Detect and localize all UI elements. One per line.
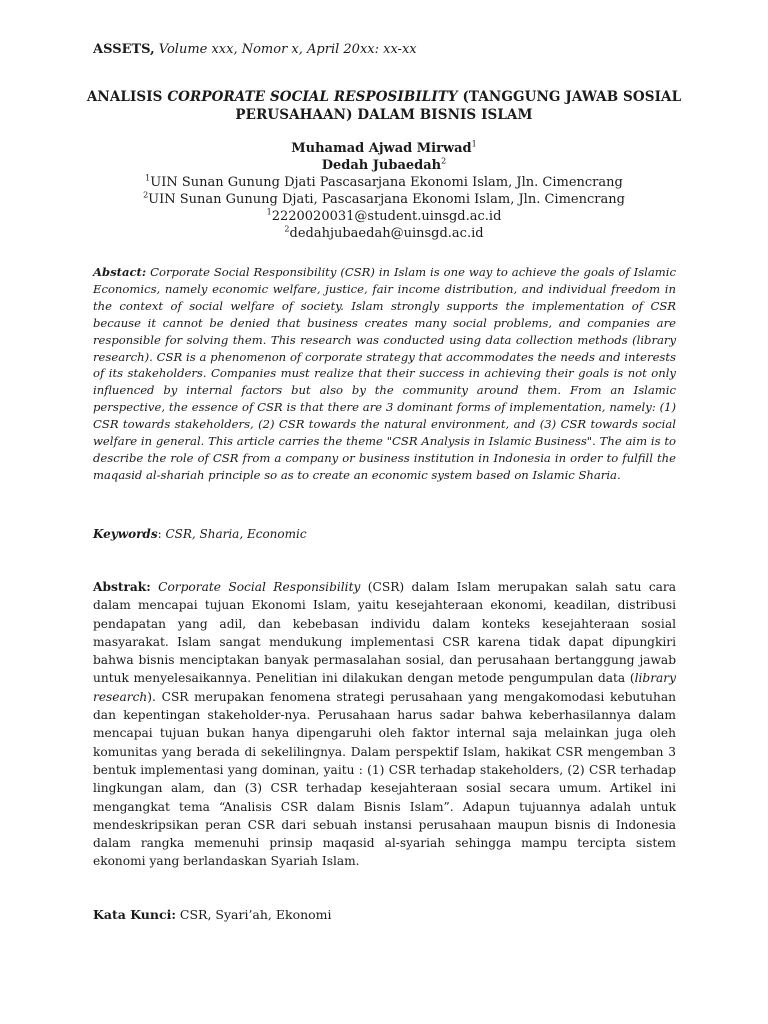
abstrak-text-2: ). CSR merupakan fenomena strategi perusahaan yang mengakomodasi kebutuhan dan kepentingan stakeholder-nya. Perusahaan harus sadar bahwa keberhasilannya dalam mencapai tujuan bukan hanya dipengaruhi oleh faktor internal saja melainkan juga oleh komunitas yang berada di sekelilingnya. Dalam perspektif Islam, hakikat CSR mengemban 3 bentuk implementasi yang dominan, yaitu : (1) CSR terhadap stakeholders, (2) CSR terhadap lingkungan alam, dan (3) CSR terhadap kesejahteraan sosial secara umum. Artikel ini mengangkat tema “Analisis CSR dalam Bisnis Islam”. Adapun tujuannya adalah untuk mendeskripsikan peran CSR dari sebuah instansi perusahaan maupun bisnis di Indonesia dalam rangka memenuhi prinsip maqasid al-syariah sehingga mampu tercipta sistem ekonomi yang berlandaskan Syariah Islam. (93, 689, 676, 869)
email-2 (70, 225, 698, 242)
paper-title (70, 88, 698, 124)
keywords-sep: : (157, 527, 166, 541)
email-text: 2220020031@student.uinsgd.ac.id (271, 209, 502, 224)
author-1 (70, 140, 698, 157)
affiliation-sup: 1 (145, 173, 151, 183)
keywords-label: Keywords (93, 527, 158, 541)
kata-kunci-label: Kata Kunci: (93, 907, 176, 922)
abstrak-label: Abstrak: (93, 580, 151, 594)
affiliation-text: UIN Sunan Gunung Djati, Pascasarjana Ekonomi Islam, Jln. Cimencrang (148, 192, 625, 207)
author-name: Dedah Jubaedah (321, 158, 442, 173)
abstrak-italic-mid: library research (93, 671, 676, 704)
abstract-en-label: Abstact: (93, 265, 147, 279)
abstrak-text-1: (CSR) dalam Islam merupakan salah satu cara dalam mencapai tujuan Ekonomi Islam, yaitu kesejahteraan ekonomi, keadilan, distribusi pendapatan yang adil, dan kebebasan individu dalam konteks kesejahteraan sosial masyarakat. Islam sangat mendukung implementasi CSR karena tidak dapat dipungkiri bahwa bisnis menciptakan banyak permasalahan sosial, dan perusahaan bertanggung jawab untuk menyelesaikannya. Penelitian ini dilakukan dengan metode pengumpulan data ( (93, 580, 677, 686)
affiliation-text: UIN Sunan Gunung Djati Pascasarjana Ekonomi Islam, Jln. Cimencrang (150, 175, 623, 190)
journal-name: ASSETS, (93, 42, 155, 57)
author-2 (70, 157, 698, 174)
affiliation-1 (70, 174, 698, 191)
author-sup: 1 (471, 139, 477, 149)
abstract-indonesian (93, 578, 676, 871)
author-name: Muhamad Ajwad Mirwad (291, 141, 472, 156)
running-head (93, 42, 417, 57)
title-part-1: ANALISIS (86, 89, 168, 105)
affiliation-2 (70, 191, 698, 208)
keywords-indonesian (93, 906, 332, 923)
email-1 (70, 208, 698, 225)
keywords-value: CSR, Sharia, Economic (165, 527, 307, 541)
title-part-3: (TANGGUNG JAWAB SOSIAL PERUSAHAAN) DALAM BISNIS ISLAM (235, 89, 682, 123)
email-sup: 1 (266, 207, 272, 217)
email-sup: 2 (284, 224, 290, 234)
abstrak-italic-lead: Corporate Social Responsibility (158, 580, 361, 594)
journal-issue: Volume xxx, Nomor x, April 20xx: xx-xx (158, 42, 417, 57)
abstract-english (93, 264, 676, 484)
title-part-2: CORPORATE SOCIAL RESPOSIBILITY (167, 89, 458, 105)
author-sup: 2 (441, 156, 447, 166)
affiliation-sup: 2 (143, 190, 149, 200)
author-block (70, 140, 698, 242)
kata-kunci-value: CSR, Syari’ah, Ekonomi (175, 907, 332, 922)
abstract-en-text: Corporate Social Responsibility (CSR) in Islam is one way to achieve the goals of Islamic Economics, namely economic welfare, justice, fair income distribution, and individual freedom in the context of social welfare of society. Islam strongly supports the implementation of CSR because it cannot be denied that business creates many social problems, and companies are responsible for solving them. This research was conducted using data collection methods (library research). CSR is a phenomenon of corporate strategy that accommodates the needs and interests of its stakeholders. Companies must realize that their success in achieving their goals is not only influenced by internal factors but also by the community around them. From an Islamic perspective, the essence of CSR is that there are 3 dominant forms of implementation, namely: (1) CSR towards stakeholders, (2) CSR towards the natural environment, and (3) CSR towards social welfare in general. This article carries the theme "CSR Analysis in Islamic Business". The aim is to describe the role of CSR from a company or business institution in Indonesia in order to fulfill the maqasid al-shariah principle so as to create an economic system based on Islamic Sharia. (93, 265, 676, 482)
keywords-english (93, 526, 307, 542)
email-text: dedahjubaedah@uinsgd.ac.id (289, 226, 484, 241)
